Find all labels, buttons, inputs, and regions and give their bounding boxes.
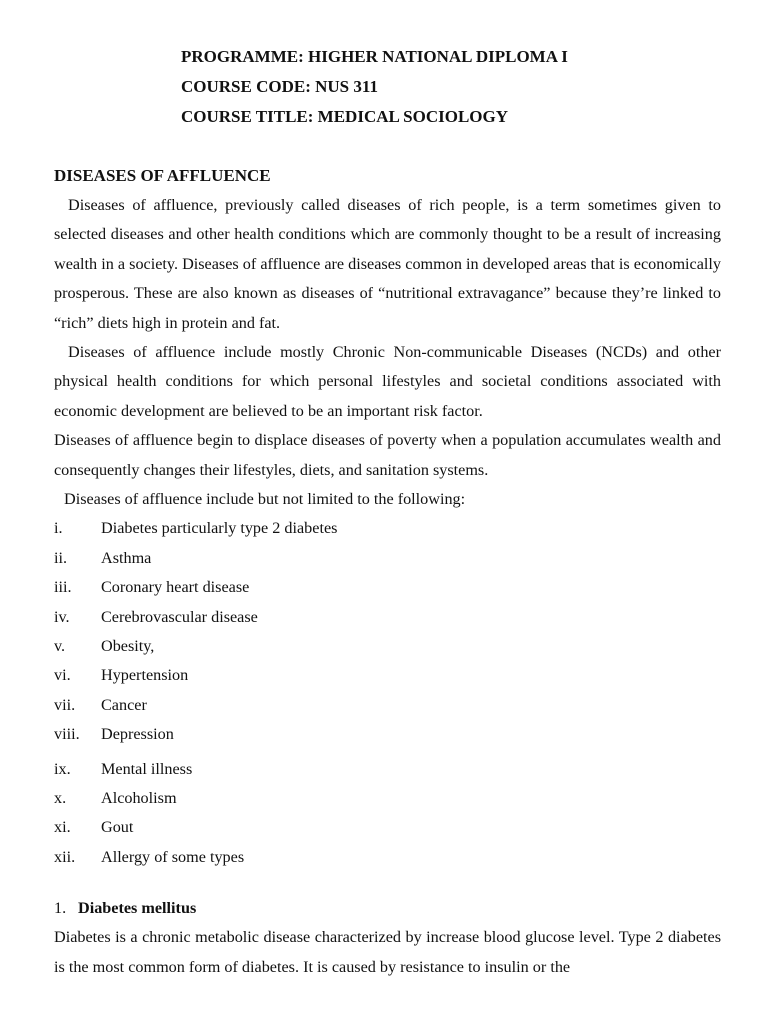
list-item-number: vii. [54,695,76,714]
subsection-heading [54,893,721,923]
list-item [54,755,721,784]
subsection-number: 1. [54,899,67,918]
list-item-text: Obesity, [101,637,155,656]
list-item [54,514,721,543]
list-item-text: Mental illness [101,759,193,778]
course-code-line: COURSE CODE: NUS 311 [181,77,378,96]
list-item [54,632,721,661]
list-item-number: ii. [54,548,68,567]
list-item-number: xi. [54,818,71,837]
list-item [54,813,721,842]
list-item [54,843,721,872]
list-item-number: ix. [54,759,71,778]
disease-list [54,514,721,872]
paragraph-ncds: Diseases of affluence include mostly Chronic Non-communicable Diseases (NCDs) and other physical health conditions for which personal lifestyles and societal conditions associated with economic development are believed to be an important risk factor. [54,343,721,420]
list-item-text: Diabetes particularly type 2 diabetes [101,519,338,538]
list-item-text: Coronary heart disease [101,578,250,597]
list-item-number: xii. [54,847,76,866]
course-title-line: COURSE TITLE: MEDICAL SOCIOLOGY [181,107,509,126]
list-item-text: Hypertension [101,666,189,685]
list-item-text: Cerebrovascular disease [101,607,258,626]
list-item-text: Allergy of some types [101,847,245,866]
programme-line: PROGRAMME: HIGHER NATIONAL DIPLOMA I [181,47,568,66]
subsection-title: Diabetes mellitus [78,899,197,918]
list-item [54,661,721,690]
list-item [54,691,721,720]
paragraph-diabetes: Diabetes is a chronic metabolic disease characterized by increase blood glucose level. Type 2 diabetes is the most common form of diabetes. It is caused by resistance to insulin or the [54,928,721,976]
list-item-text: Cancer [101,695,147,714]
paragraph-list-intro: Diseases of affluence include but not limited to the following: [64,490,466,509]
list-item [54,603,721,632]
paragraph-definition: Diseases of affluence, previously called diseases of rich people, is a term sometimes given to selected diseases and other health conditions which are commonly thought to be a result of increasing wealth in a society. Diseases of affluence are diseases common in developed areas that is economically prosperous. These are also known as diseases of “nutritional extravagance” because they’re linked to “rich” diets high in protein and fat. [54,196,721,332]
list-item-text: Alcoholism [101,788,177,807]
list-item-number: vi. [54,666,71,685]
list-item-number: viii. [54,725,80,744]
list-item-number: x. [54,788,67,807]
list-item [54,544,721,573]
list-item-number: iii. [54,578,72,597]
list-item-text: Gout [101,818,134,837]
list-item-number: v. [54,637,66,656]
list-item-text: Depression [101,725,174,744]
paragraph-displacement: Diseases of affluence begin to displace diseases of poverty when a population accumulates wealth and consequently changes their lifestyles, diets, and sanitation systems. [54,431,721,479]
list-item-number: iv. [54,607,70,626]
list-item [54,784,721,813]
list-item-number: i. [54,519,63,538]
section-heading: DISEASES OF AFFLUENCE [54,166,271,185]
list-item [54,720,721,749]
document-body [54,161,721,982]
list-item-text: Asthma [101,548,152,567]
course-header [181,42,568,132]
list-item [54,573,721,602]
